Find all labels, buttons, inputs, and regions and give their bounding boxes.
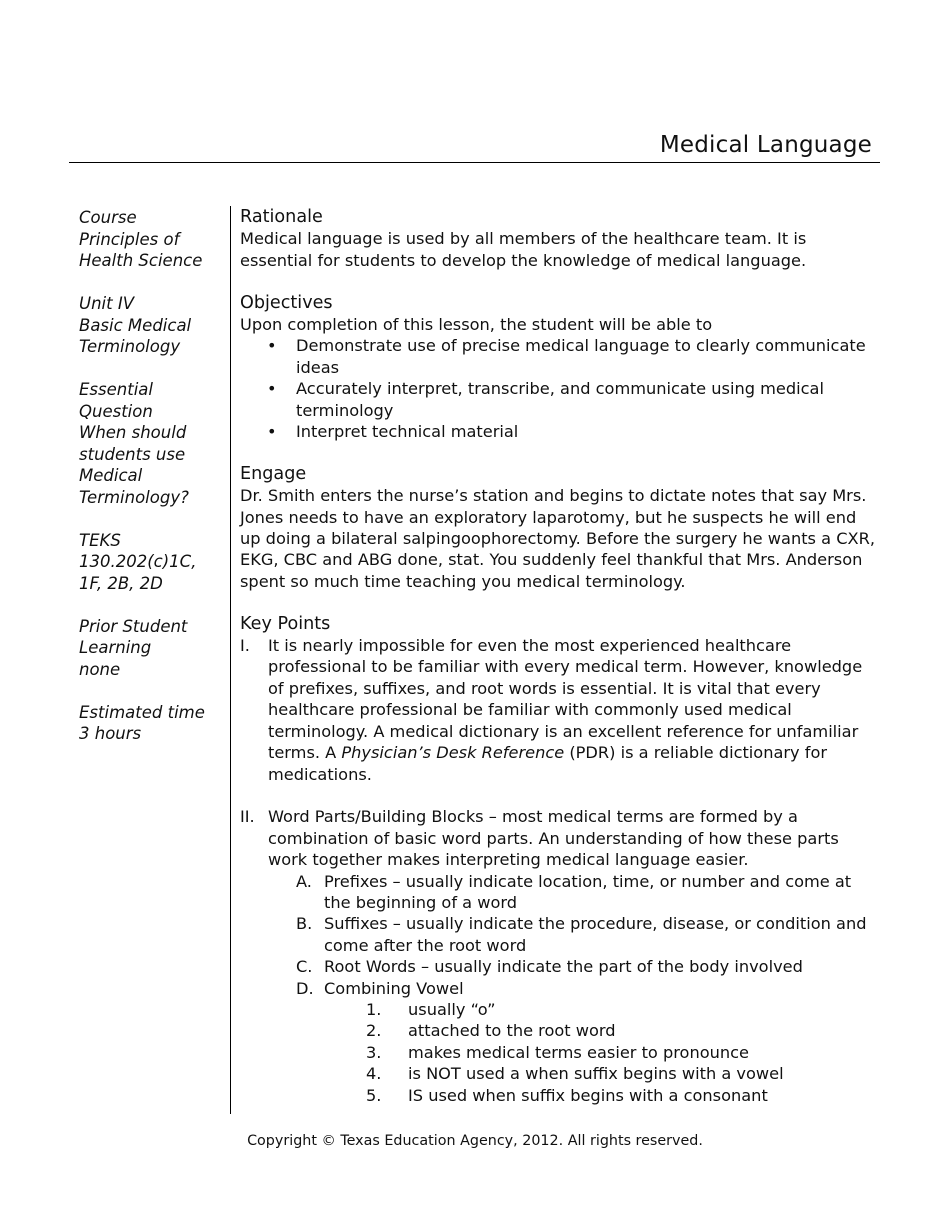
list-number: 3. xyxy=(366,1042,382,1062)
sidebar-line: Unit IV xyxy=(79,294,134,313)
sidebar-divider xyxy=(230,206,231,1114)
key-point-text: It is nearly impossible for even the most experienced healthcare professional to be familiar with every medical term. However, knowledge of prefixes, suffixes, and root words is essential. It is vital that every healthcare professional be familiar with commonly used medical terminology. A medical dictionary is an excellent reference for unfamiliar terms. A xyxy=(268,636,863,763)
sidebar-estimated-time xyxy=(79,702,229,745)
sidebar-line: Essential xyxy=(79,380,153,399)
list-number: 2. xyxy=(366,1021,382,1041)
key-point-ii xyxy=(240,806,875,870)
vowel-rule-text: attached to the root word xyxy=(408,1021,616,1041)
bullet-icon: • xyxy=(267,379,277,399)
sidebar-line: TEKS xyxy=(79,530,121,550)
roman-numeral: II. xyxy=(240,807,255,827)
objectives-section xyxy=(240,293,875,443)
objective-text: Accurately interpret, transcribe, and communicate using medical terminology xyxy=(296,379,824,420)
objectives-heading: Objectives xyxy=(240,292,333,313)
engage-heading: Engage xyxy=(240,463,307,484)
copyright-footer: Copyright © Texas Education Agency, 2012. All rights reserved. xyxy=(247,1133,703,1149)
sidebar-line: Principles of xyxy=(79,229,180,249)
list-letter: B. xyxy=(296,914,313,934)
sidebar-line: 130.202(c)1C, xyxy=(79,552,197,571)
list-letter: C. xyxy=(296,957,313,977)
sidebar-line: Terminology? xyxy=(79,487,189,507)
list-item xyxy=(240,378,875,421)
sidebar-course xyxy=(79,207,229,272)
sidebar-line: 3 hours xyxy=(79,724,142,743)
list-item xyxy=(240,871,875,914)
rationale-section xyxy=(240,207,875,271)
list-item xyxy=(240,999,875,1020)
sidebar-line: When should xyxy=(79,423,187,442)
list-item xyxy=(240,956,875,977)
page-title: Medical Language xyxy=(659,132,872,158)
vowel-rule-text: is NOT used a when suffix begins with a vowel xyxy=(408,1064,784,1084)
key-points-heading: Key Points xyxy=(240,613,331,634)
list-number: 4. xyxy=(366,1064,382,1084)
word-part-text: Combining Vowel xyxy=(324,978,464,998)
sidebar-line: 1F, 2B, 2D xyxy=(79,573,163,593)
sidebar-line: Basic Medical xyxy=(79,315,192,335)
list-number: 1. xyxy=(366,999,382,1019)
sidebar-line: students use xyxy=(79,444,186,464)
key-point-text: Word Parts/Building Blocks – most medical terms are formed by a combination of basic word parts. An understanding of how these parts work together makes interpreting medical language easier. xyxy=(268,807,839,870)
engage-text: Dr. Smith enters the nurse’s station and begins to dictate notes that say Mrs. Jones needs to have an exploratory laparotomy, but he suspects he will end up doing a bilateral salpingoophorectomy. Before the surgery he wants a CXR, EKG, CBC and ABG done, stat. You suddenly feel thankful that Mrs. Anderson spent so much time teaching you medical terminology. xyxy=(240,486,875,591)
word-part-text: Prefixes – usually indicate location, time, or number and come at the beginning of a word xyxy=(324,871,852,912)
objectives-list xyxy=(240,335,875,442)
main-content xyxy=(240,207,875,1106)
list-letter: D. xyxy=(296,978,314,998)
key-point-text: (PDR) is a reliable dictionary for medications. xyxy=(268,743,828,784)
sidebar-teks xyxy=(79,530,229,595)
sidebar-line: Estimated time xyxy=(79,702,205,722)
bullet-icon: • xyxy=(267,422,277,442)
sidebar-line: Question xyxy=(79,401,153,421)
sidebar-line: Prior Student xyxy=(79,616,188,636)
rationale-heading: Rationale xyxy=(240,207,323,227)
word-part-text: Root Words – usually indicate the part of the body involved xyxy=(324,957,803,977)
sidebar-line: Terminology xyxy=(79,337,181,356)
key-points-section xyxy=(240,614,875,1106)
vowel-rule-text: usually “o” xyxy=(408,999,496,1019)
list-item xyxy=(240,335,875,378)
list-item xyxy=(240,978,875,999)
sidebar-unit xyxy=(79,293,229,358)
sidebar-line: Health Science xyxy=(79,251,203,270)
sidebar xyxy=(79,207,229,766)
list-item xyxy=(240,913,875,956)
word-part-text: Suffixes – usually indicate the procedure, disease, or condition and come after the root word xyxy=(324,914,867,955)
list-item xyxy=(240,1042,875,1063)
sidebar-line: Medical xyxy=(79,466,143,485)
list-item xyxy=(240,421,875,442)
vowel-rule-text: makes medical terms easier to pronounce xyxy=(408,1042,749,1062)
bullet-icon: • xyxy=(267,336,277,356)
list-number: 5. xyxy=(366,1085,382,1105)
sidebar-prior-learning xyxy=(79,616,229,681)
sidebar-line: none xyxy=(79,659,121,679)
pdr-title: Physician’s Desk Reference xyxy=(341,743,565,763)
title-rule xyxy=(69,162,880,163)
sidebar-essential-question xyxy=(79,379,229,508)
sidebar-line: Course xyxy=(79,208,137,227)
list-item xyxy=(240,1063,875,1084)
objective-text: Interpret technical material xyxy=(296,422,519,442)
vowel-rule-text: IS used when suffix begins with a consonant xyxy=(408,1085,768,1105)
list-letter: A. xyxy=(296,871,312,891)
list-item xyxy=(240,1085,875,1106)
key-point-i xyxy=(240,635,875,785)
sidebar-line: Learning xyxy=(79,638,152,657)
list-item xyxy=(240,1020,875,1041)
roman-numeral: I. xyxy=(240,636,250,656)
engage-section xyxy=(240,464,875,592)
objectives-intro: Upon completion of this lesson, the student will be able to xyxy=(240,315,713,335)
rationale-text: Medical language is used by all members of the healthcare team. It is essential for students to develop the knowledge of medical language. xyxy=(240,229,807,270)
objective-text: Demonstrate use of precise medical language to clearly communicate ideas xyxy=(296,336,866,377)
